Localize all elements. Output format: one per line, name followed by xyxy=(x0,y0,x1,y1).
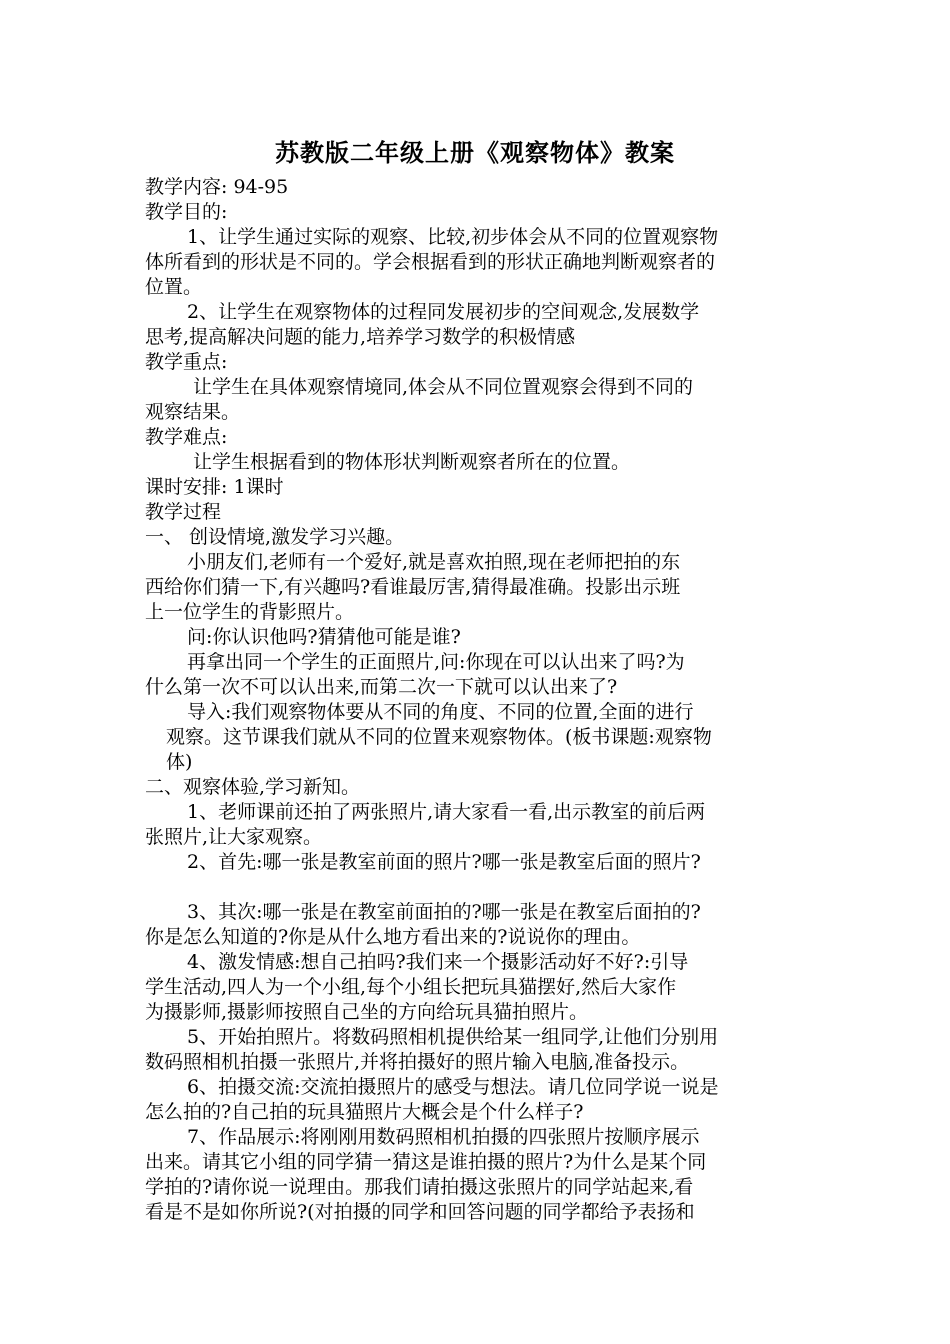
text-line: 什么第一次不可以认出来,而第二次一下就可以认出来了? xyxy=(145,676,618,698)
text-line: 5、开始拍照片。将数码照相机提供给某一组同学,让他们分别用 xyxy=(187,1026,719,1048)
text-line: 2、让学生在观察物体的过程同发展初步的空间观念,发展数学 xyxy=(187,301,700,323)
text-line: 再拿出同一个学生的正面照片,问:你现在可以认出来了吗?为 xyxy=(187,651,685,673)
text-line: 学生活动,四人为一个小组,每个小组长把玩具猫摆好,然后大家作 xyxy=(145,976,677,998)
text-line: 体) xyxy=(166,751,193,773)
text-line: 体所看到的形状是不同的。学会根据看到的形状正确地判断观察者的 xyxy=(145,251,716,273)
text-line: 一、 创设情境,激发学习兴趣。 xyxy=(145,526,405,548)
text-line: 教学过程 xyxy=(145,501,222,523)
text-line: 怎么拍的?自己拍的玩具猫照片大概会是个什么样子? xyxy=(145,1101,584,1123)
text-line: 7、作品展示:将刚刚用数码照相机拍摄的四张照片按顺序展示 xyxy=(187,1126,700,1148)
text-line: 小朋友们,老师有一个爱好,就是喜欢拍照,现在老师把拍的东 xyxy=(187,551,681,573)
text-line: 导入:我们观察物体要从不同的角度、不同的位置,全面的进行 xyxy=(187,701,694,723)
text-line: 张照片,让大家观察。 xyxy=(145,826,323,848)
text-line: 3、其次:哪一张是在教室前面拍的?哪一张是在教室后面拍的? xyxy=(187,901,701,923)
text-line: 学拍的?请你说一说理由。那我们请拍摄这张照片的同学站起来,看 xyxy=(145,1176,694,1198)
text-line: 数码照相机拍摄一张照片,并将拍摄好的照片输入电脑,准备投示。 xyxy=(145,1051,690,1073)
text-line: 1、让学生通过实际的观察、比较,初步体会从不同的位置观察物 xyxy=(187,226,719,248)
text-line: 西给你们猜一下,有兴趣吗?看谁最厉害,猜得最准确。投影出示班 xyxy=(145,576,681,598)
text-line: 课时安排: 1课时 xyxy=(145,476,284,498)
text-line: 教学难点: xyxy=(145,426,228,448)
text-line: 观察。这节课我们就从不同的位置来观察物体。(板书课题:观察物 xyxy=(166,726,712,748)
text-line: 出来。请其它小组的同学猜一猜这是谁拍摄的照片?为什么是某个同 xyxy=(145,1151,707,1173)
text-line: 4、激发情感:想自己拍吗?我们来一个摄影活动好不好?:引导 xyxy=(187,951,689,973)
text-line: 上一位学生的背影照片。 xyxy=(145,601,355,623)
text-line: 教学内容: 94-95 xyxy=(145,176,289,198)
text-line: 二、观察体验,学习新知。 xyxy=(145,776,361,798)
text-line: 看是不是如你所说?(对拍摄的同学和回答问题的同学都给予表扬和 xyxy=(145,1201,695,1223)
text-line: 你是怎么知道的?你是从什么地方看出来的?说说你的理由。 xyxy=(145,926,641,948)
text-line: 思考,提高解决问题的能力,培养学习数学的积极情感 xyxy=(145,326,576,348)
text-line: 1、老师课前还拍了两张照片,请大家看一看,出示教室的前后两 xyxy=(187,801,706,823)
text-line: 教学重点: xyxy=(145,351,228,373)
text-line: 为摄影师,摄影师按照自己坐的方向给玩具猫拍照片。 xyxy=(145,1001,589,1023)
document-title: 苏教版二年级上册《观察物体》教案 xyxy=(275,138,675,167)
text-line: 观察结果。 xyxy=(145,401,241,423)
text-line: 6、拍摄交流:交流拍摄照片的感受与想法。请几位同学说一说是 xyxy=(187,1076,719,1098)
text-line: 教学目的: xyxy=(145,201,228,223)
text-line: 位置。 xyxy=(145,276,203,298)
text-line: 2、首先:哪一张是教室前面的照片?哪一张是教室后面的照片? xyxy=(187,851,701,873)
text-line: 问:你认识他吗?猜猜他可能是谁? xyxy=(187,626,461,648)
text-line: 让学生在具体观察情境同,体会从不同位置观察会得到不同的 xyxy=(193,376,694,398)
text-line: 让学生根据看到的物体形状判断观察者所在的位置。 xyxy=(193,451,631,473)
